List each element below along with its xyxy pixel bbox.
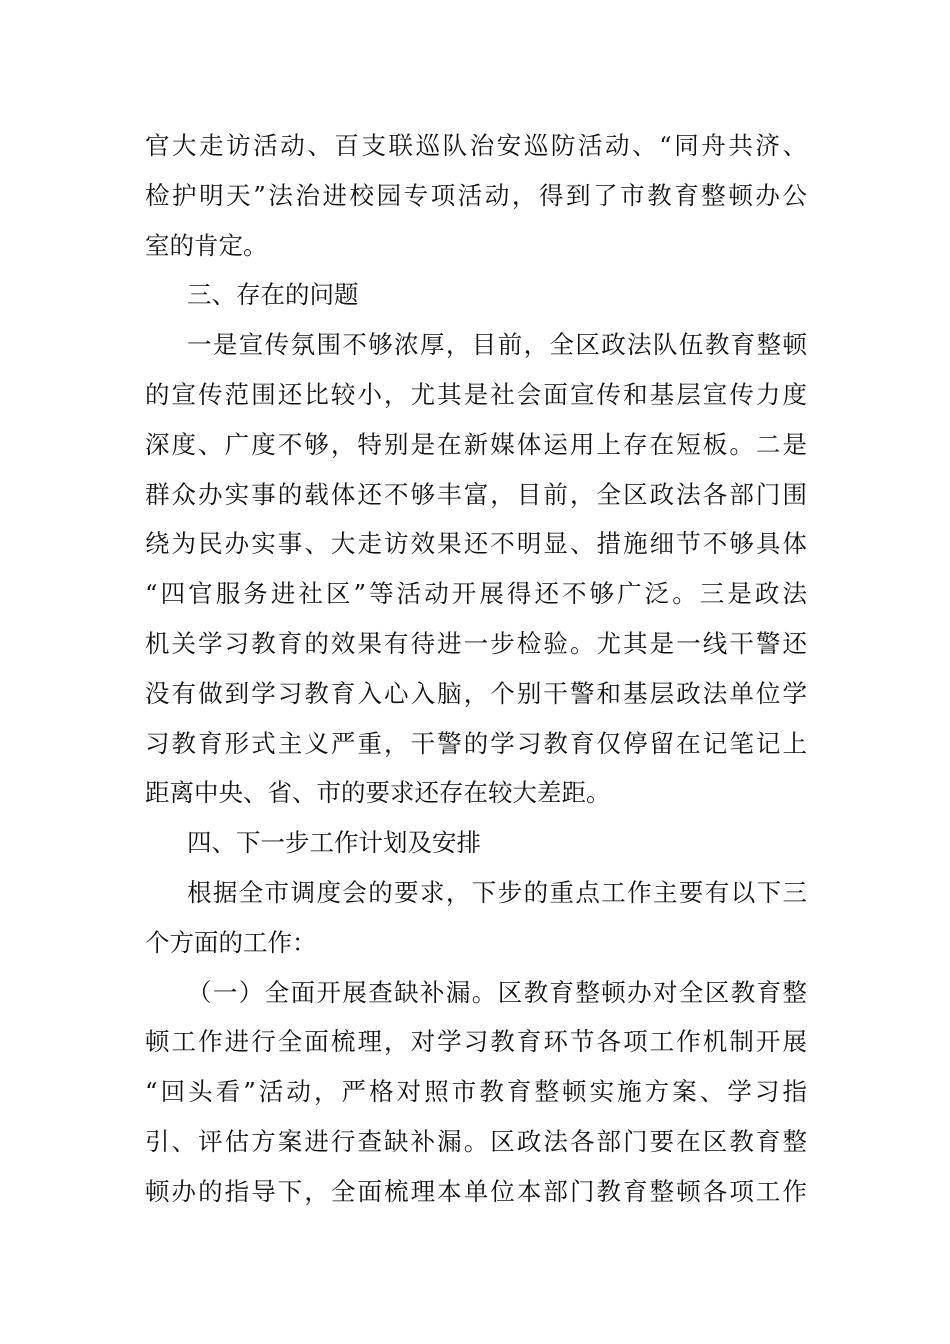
text-line: 引、评估方案进行查缺补漏。区政法各部门要在区教育整 (145, 1126, 807, 1156)
text-line: 的宣传范围还比较小，尤其是社会面宣传和基层宣传力度 (145, 379, 807, 409)
document-body (145, 121, 807, 1217)
text-line: 一是宣传氛围不够浓厚，目前，全区政法队伍教育整顿 (187, 330, 807, 360)
text-line: 群众办实事的载体还不够丰富，目前，全区政法各部门围 (145, 479, 807, 509)
text-line: 没有做到学习教育入心入脑，个别干警和基层政法单位学 (145, 678, 807, 708)
text-line: 检护明天”法治进校园专项活动，得到了市教育整顿办公 (145, 180, 807, 210)
text-line: 绕为民办实事、大走访效果还不明显、措施细节不够具体 (145, 529, 807, 559)
text-line: “四官服务进社区”等活动开展得还不够广泛。三是政法 (145, 579, 807, 609)
text-line: （一）全面开展查缺补漏。区教育整顿办对全区教育整 (187, 977, 807, 1007)
text-line: 顿办的指导下，全面梳理本单位本部门教育整顿各项工作 (145, 1176, 807, 1206)
text-line: 根据全市调度会的要求，下步的重点工作主要有以下三 (187, 877, 807, 907)
text-line: 深度、广度不够，特别是在新媒体运用上存在短板。二是 (145, 429, 807, 459)
section-heading-next-steps: 四、下一步工作计划及安排 (187, 828, 481, 858)
section-heading-problems: 三、存在的问题 (187, 280, 359, 310)
text-line: 距离中央、省、市的要求还存在较大差距。 (145, 778, 611, 808)
text-line: 习教育形式主义严重，干警的学习教育仅停留在记笔记上 (145, 728, 807, 758)
text-line: 个方面的工作： (145, 927, 317, 957)
text-line: 顿工作进行全面梳理，对学习教育环节各项工作机制开展 (145, 1027, 807, 1057)
text-line: “回头看”活动，严格对照市教育整顿实施方案、学习指 (145, 1077, 807, 1107)
text-line: 机关学习教育的效果有待进一步检验。尤其是一线干警还 (145, 628, 807, 658)
text-line: 室的肯定。 (145, 230, 268, 260)
text-line: 官大走访活动、百支联巡队治安巡防活动、“同舟共济、 (145, 131, 807, 160)
